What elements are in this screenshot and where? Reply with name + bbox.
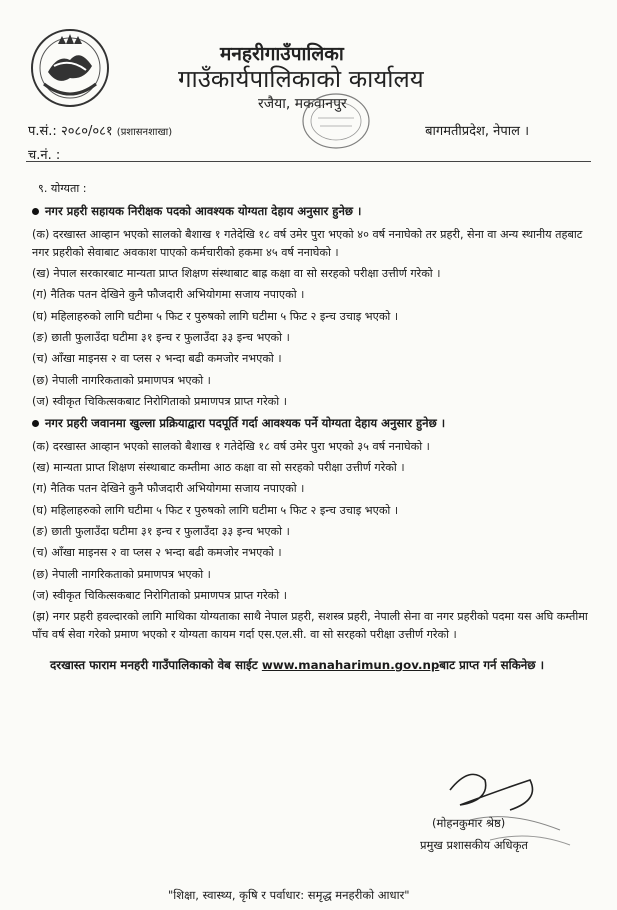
header-divider (26, 161, 591, 162)
application-form-notice (50, 655, 588, 676)
qualification-group-asi (32, 203, 588, 410)
list-item: (ख) नेपाल सरकारबाट मान्यता प्राप्त शिक्षण संस्थाबाट बाह्र कक्षा वा सो सरहको परीक्षा उत्तीर्ण गरेको । (32, 267, 441, 281)
group-heading (32, 415, 588, 433)
list-item: (ज) स्वीकृत चिकित्सकबाट निरोगिताको प्रमाणपत्र प्राप्त गरेको । (32, 589, 287, 603)
signatory-name: (मोहनकुमार श्रेष्ठ) (432, 816, 506, 830)
notice-text-before: दरखास्त फाराम मनहरी गाउँपालिकाको वेब साईट (50, 658, 262, 673)
reference-number (28, 121, 172, 139)
list-item: (च) आँखा माइनस २ वा प्लस २ भन्दा बढी कमजोर नभएको । (32, 352, 282, 366)
bullet-icon (32, 420, 39, 427)
dispatch-number: च.नं. : (28, 148, 61, 163)
list-item: (छ) नेपाली नागरिकताको प्रमाणपत्र भएको । (32, 567, 211, 581)
website-link[interactable]: www.manaharimun.gov.np (261, 658, 440, 673)
document-body (32, 180, 588, 676)
ref-number: प.सं.: २०८०/०८१ (28, 124, 113, 139)
list-item: (ङ) छाती फुलाउँदा घटीमा ३१ इन्च र फुलाउँदा ३३ इन्च भएको । (32, 524, 290, 538)
group-heading (32, 203, 588, 221)
list-item: (ङ) छाती फुलाउँदा घटीमा ३१ इन्च र फुलाउँदा ३३ इन्च भएको । (32, 331, 290, 345)
ref-department: (प्रशासनशाखा) (116, 127, 173, 138)
notice-text-after: बाट प्राप्त गर्न सकिनेछ । (439, 658, 545, 673)
office-stamp (300, 90, 372, 152)
list-item: (क) दरखास्त आव्हान भएको सालको बैशाख १ गतेदेखि १८ वर्ष उमेर पुरा भएको ३५ वर्ष ननाघेको । (32, 439, 430, 453)
group-heading-text: नगर प्रहरी सहायक निरीक्षक पदको आवश्यक योग्यता देहाय अनुसार हुनेछ । (45, 204, 362, 219)
footer-slogan: "शिक्षा, स्वास्थ्य, कृषि र पर्वाधार: समृद्ध मनहरीको आधार" (168, 888, 410, 902)
group-heading-text: नगर प्रहरी जवानमा खुल्ला प्रक्रियाद्वारा पदपूर्ति गर्दा आवश्यक पर्ने योग्यता देहाय अनुसार हुनेछ । (45, 415, 446, 430)
list-item: (घ) महिलाहरुको लागि घटीमा ५ फिट र पुरुषको लागि घटीमा ५ फिट २ इन्च उचाइ भएको । (32, 503, 399, 517)
nepal-emblem-logo (28, 26, 112, 110)
list-item: (ख) मान्यता प्राप्त शिक्षण संस्थाबाट कम्तीमा आठ कक्षा वा सो सरहको परीक्षा उत्तीर्ण गरेको । (32, 460, 405, 474)
province-address: बागमतीप्रदेश, नेपाल । (425, 124, 529, 139)
office-name: गाउँकार्यपालिकाको कार्यालय (178, 65, 424, 93)
municipality-name: मनहरीगाउँपालिका (220, 43, 344, 65)
signatory-title: प्रमुख प्रशासकीय अधिकृत (420, 838, 528, 852)
list-item: (घ) महिलाहरुको लागि घटीमा ५ फिट र पुरुषको लागि घटीमा ५ फिट २ इन्च उचाइ भएको । (32, 309, 399, 323)
office-address: रजैया, मकवानपुर (258, 96, 347, 112)
bullet-icon (32, 208, 39, 215)
list-item: (झ) नगर प्रहरी हवल्दारको लागि माथिका योग्यताका साथै नेपाल प्रहरी, सशस्त्र प्रहरी, नेपाली सेना वा नगर प्रहरीको पदमा यस अघि कम्तीमा पाँच वर्ष सेवा गरेको प्रमाण भएको र योग्यता कायम गर्दा एस.एल.सी. वा सो सरहको परीक्षा उत्तीर्ण गरेको । (32, 610, 588, 641)
list-item: (ग) नैतिक पतन देखिने कुनै फौजदारी अभियोगमा सजाय नपाएको । (32, 482, 305, 496)
list-item: (ग) नैतिक पतन देखिने कुनै फौजदारी अभियोगमा सजाय नपाएको । (32, 288, 305, 302)
section-title: ९. योग्यता : (38, 182, 87, 195)
list-item: (छ) नेपाली नागरिकताको प्रमाणपत्र भएको । (32, 373, 211, 387)
qualification-group-constable (32, 415, 588, 644)
list-item: (क) दरखास्त आव्हान भएको सालको बैशाख १ गतेदेखि १८ वर्ष उमेर पुरा भएको ४० वर्ष ननाघेको तर प्रहरी, सेना वा अन्य स्थानीय तहबाट नगर प्रहरीको सेवाबाट अवकाश पाएको कर्मचारीको हकमा ४५ वर्ष ननाघेको । (32, 228, 583, 259)
list-item: (ज) स्वीकृत चिकित्सकबाट निरोगिताको प्रमाणपत्र प्राप्त गरेको । (32, 395, 287, 409)
list-item: (च) आँखा माइनस २ वा प्लस २ भन्दा बढी कमजोर नभएको । (32, 546, 282, 560)
